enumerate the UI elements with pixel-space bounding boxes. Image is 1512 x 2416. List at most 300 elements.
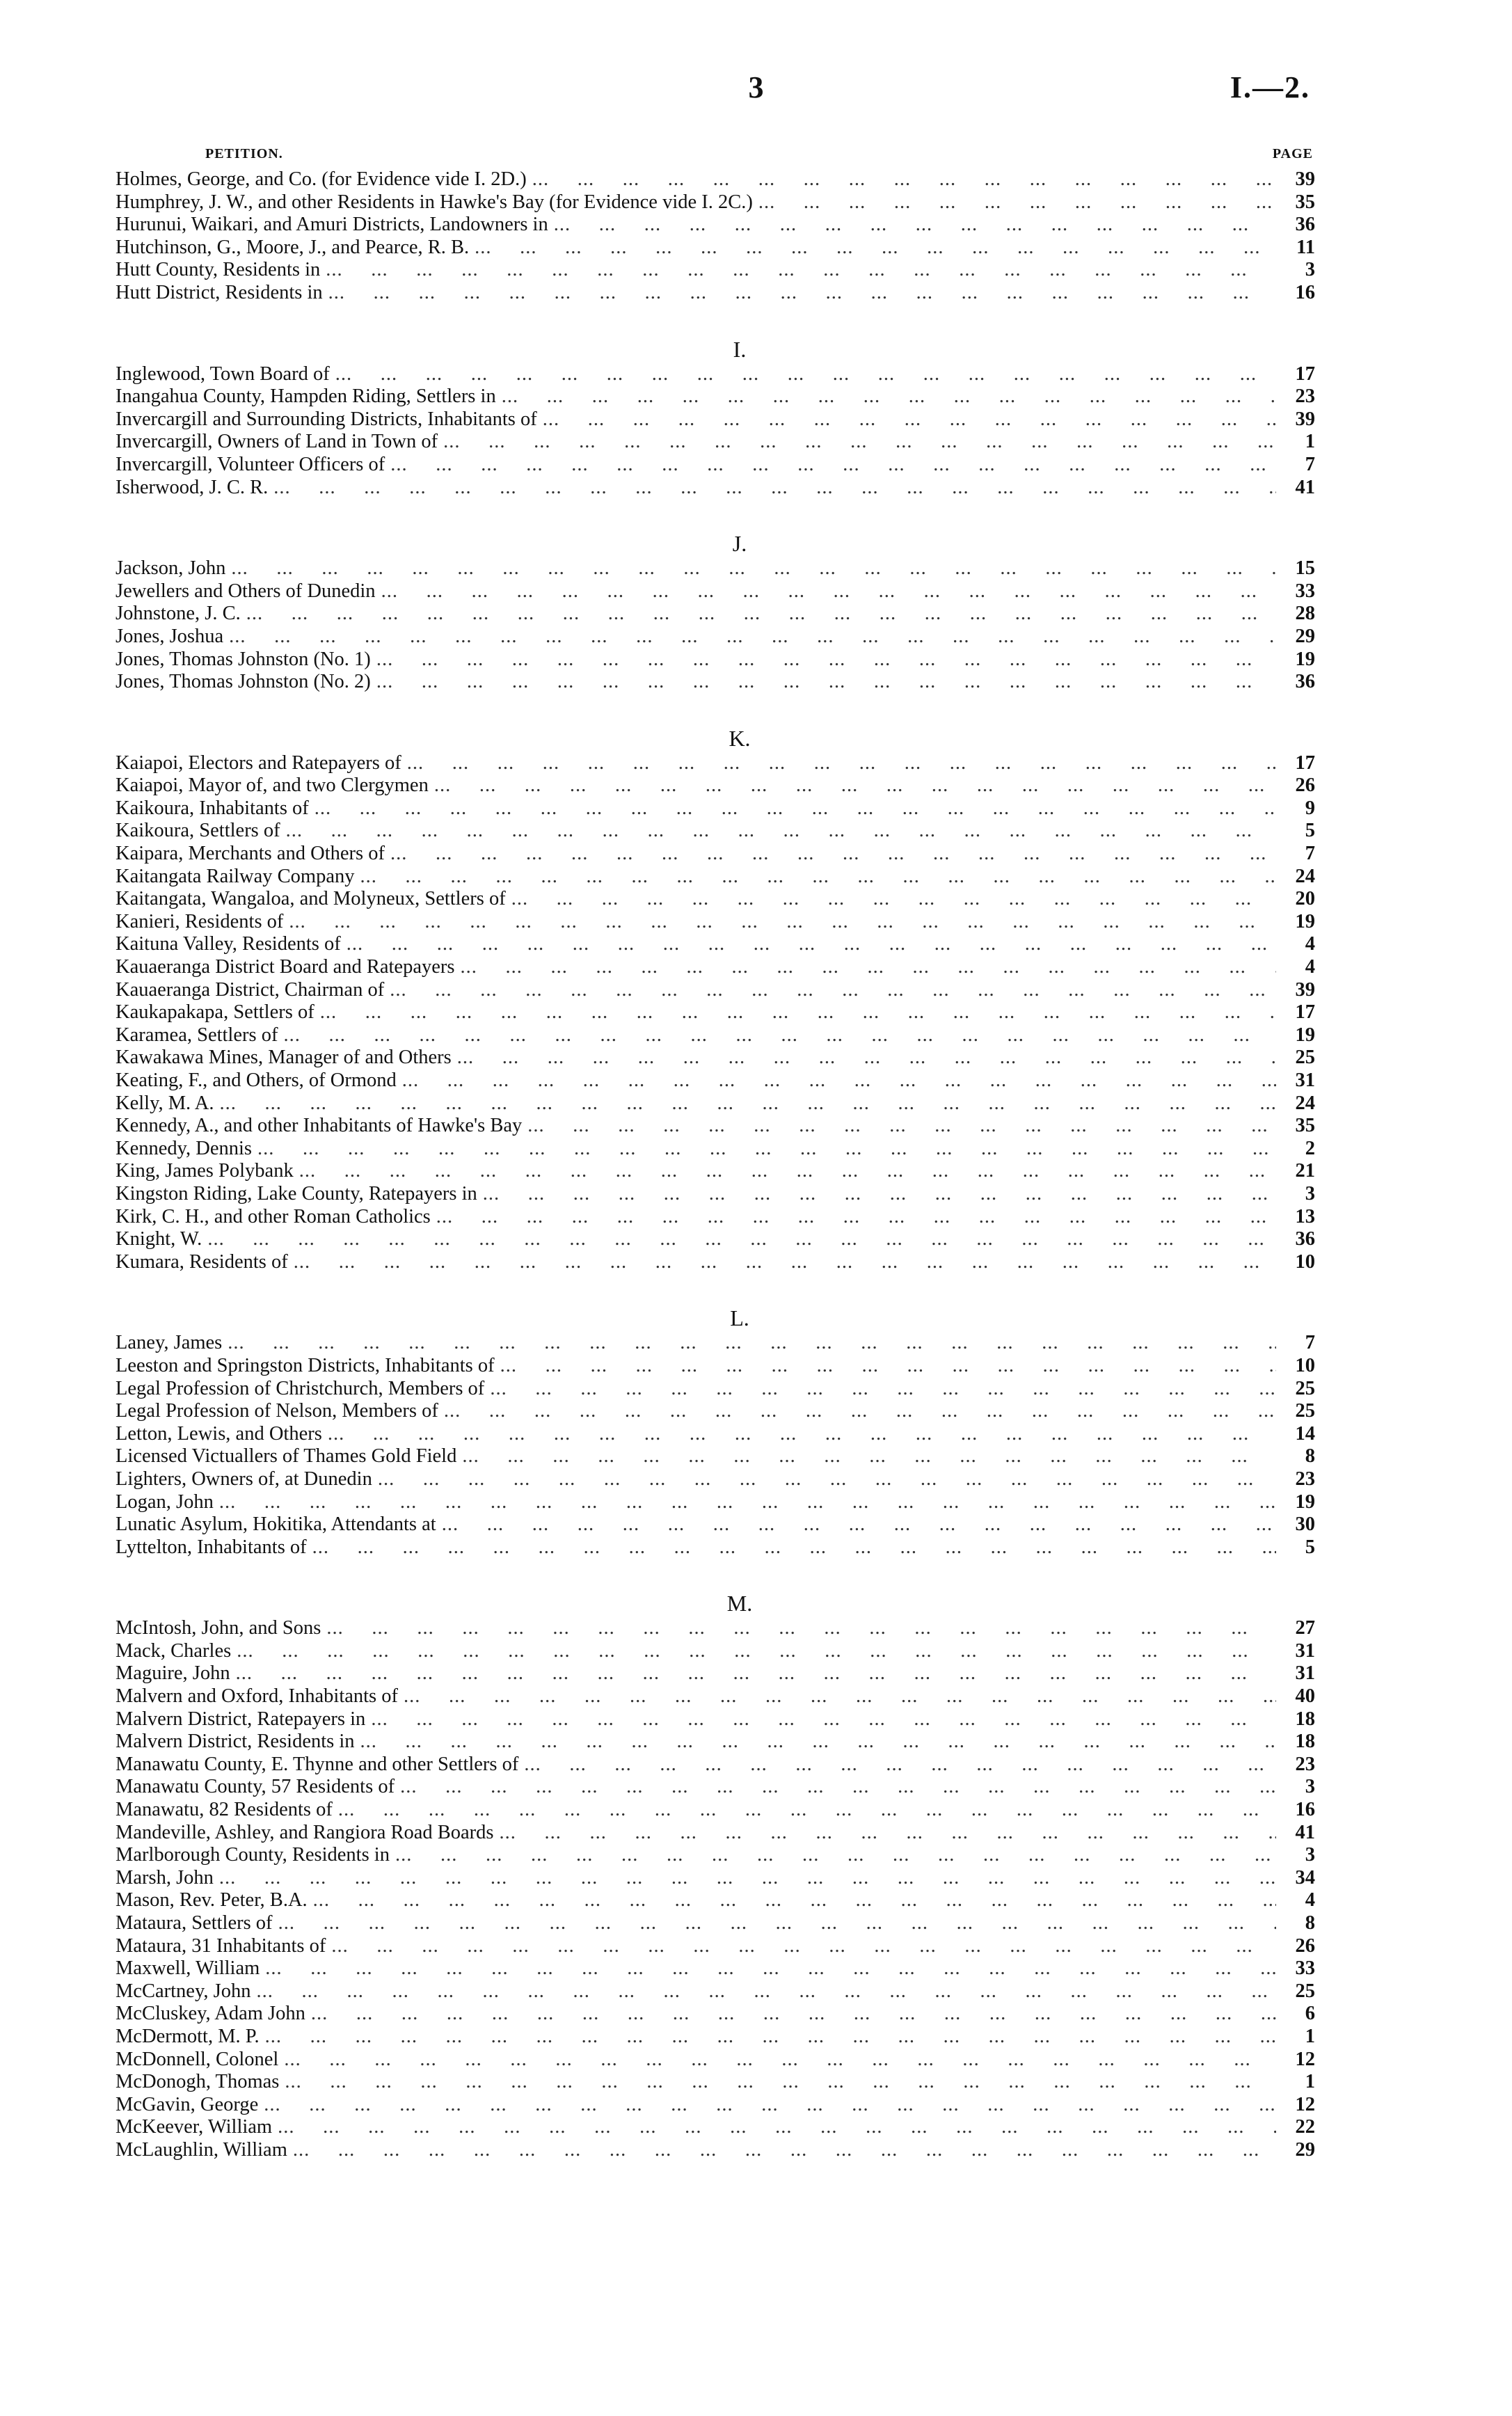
index-entry bbox=[116, 1799, 1315, 1822]
page-reference: 10 bbox=[1295, 1250, 1315, 1273]
index-entry bbox=[116, 1935, 1315, 1958]
index-entry bbox=[116, 1617, 1315, 1640]
page-reference: 7 bbox=[1305, 1332, 1315, 1354]
petition-name: Hurunui, Waikari, and Amuri Districts, Landowners in bbox=[116, 214, 548, 236]
page-reference: 31 bbox=[1295, 1070, 1315, 1091]
page-reference: 30 bbox=[1295, 1513, 1315, 1536]
page-reference: 39 bbox=[1295, 978, 1315, 1001]
petition-name: Jones, Joshua bbox=[116, 625, 224, 647]
index-entry bbox=[116, 1115, 1315, 1138]
petition-name: Mack, Charles bbox=[116, 1639, 232, 1662]
index-entry bbox=[116, 1001, 1315, 1024]
petition-name: Keating, F., and Others, of Ormond bbox=[116, 1070, 397, 1091]
page-reference: 26 bbox=[1295, 774, 1315, 797]
petition-name: McLaughlin, William bbox=[116, 2138, 287, 2161]
dot-leader bbox=[390, 454, 1276, 477]
index-entry bbox=[116, 237, 1315, 260]
index-entry bbox=[116, 363, 1315, 386]
index-entry bbox=[116, 1445, 1315, 1468]
petition-index bbox=[116, 168, 1315, 2162]
index-entry bbox=[116, 979, 1315, 1002]
petition-name: Invercargill and Surrounding Districts, Inhabitants of bbox=[116, 408, 537, 430]
index-entry bbox=[116, 2003, 1315, 2026]
page-reference: 19 bbox=[1295, 648, 1315, 670]
petition-name: Mandeville, Ashley, and Rangiora Road Boards bbox=[116, 1821, 494, 1843]
petition-name: Marsh, John bbox=[116, 1866, 214, 1889]
petition-name: Kelly, M. A. bbox=[116, 1092, 214, 1114]
page-reference: 23 bbox=[1295, 1468, 1315, 1490]
index-entry bbox=[116, 408, 1315, 431]
dot-leader bbox=[285, 2071, 1276, 2094]
petition-name: Kumara, Residents of bbox=[116, 1250, 288, 1273]
dot-leader bbox=[338, 1799, 1276, 1822]
dot-leader bbox=[360, 866, 1277, 889]
section-letter: M. bbox=[726, 1591, 753, 1616]
page-reference: 27 bbox=[1295, 1617, 1315, 1639]
petition-name: Holmes, George, and Co. (for Evidence vide I. 2D.) bbox=[116, 168, 527, 190]
index-entry bbox=[116, 1332, 1315, 1355]
index-entry bbox=[116, 626, 1315, 649]
petition-name: Hutt County, Residents in bbox=[116, 259, 321, 281]
petition-name: Lighters, Owners of, at Dunedin bbox=[116, 1468, 372, 1490]
page-reference: 15 bbox=[1295, 557, 1315, 580]
petition-name: Kaikoura, Inhabitants of bbox=[116, 797, 309, 819]
petition-name: McDonogh, Thomas bbox=[116, 2071, 280, 2093]
page-reference: 24 bbox=[1295, 1092, 1315, 1114]
petition-name: Kaukapakapa, Settlers of bbox=[116, 1001, 315, 1024]
index-entry bbox=[116, 1822, 1315, 1845]
index-entry bbox=[116, 2116, 1315, 2139]
page-reference: 7 bbox=[1305, 453, 1315, 475]
page-reference: 25 bbox=[1295, 1047, 1315, 1069]
page-reference: 36 bbox=[1295, 671, 1315, 693]
page-reference: 4 bbox=[1305, 933, 1315, 955]
dot-leader bbox=[532, 168, 1276, 191]
dot-leader bbox=[236, 1662, 1276, 1685]
page-reference: 3 bbox=[1305, 1844, 1315, 1866]
index-entry bbox=[116, 259, 1315, 282]
dot-leader bbox=[286, 820, 1276, 843]
index-entry bbox=[116, 1138, 1315, 1161]
dot-leader bbox=[312, 1536, 1276, 1559]
petition-name: McCartney, John bbox=[116, 1980, 251, 2002]
index-entry bbox=[116, 168, 1315, 191]
page-reference: 6 bbox=[1305, 2003, 1315, 2025]
page-reference: 34 bbox=[1295, 1866, 1315, 1889]
petition-name: Laney, James bbox=[116, 1332, 223, 1354]
index-entry bbox=[116, 2139, 1315, 2162]
index-entry bbox=[116, 557, 1315, 580]
petition-name: Logan, John bbox=[116, 1491, 214, 1513]
petition-name: Mataura, Settlers of bbox=[116, 1912, 273, 1934]
dot-leader bbox=[246, 603, 1276, 626]
index-entry bbox=[116, 386, 1315, 408]
petition-name: McDonnell, Colonel bbox=[116, 2048, 279, 2070]
page-reference: 26 bbox=[1295, 1934, 1315, 1957]
page-reference: 20 bbox=[1295, 888, 1315, 910]
dot-leader bbox=[326, 259, 1276, 282]
page-reference: 41 bbox=[1295, 476, 1315, 498]
page-reference: 3 bbox=[1305, 1182, 1315, 1205]
petition-name: McKeever, William bbox=[116, 2116, 273, 2138]
index-entry bbox=[116, 1844, 1315, 1867]
dot-leader bbox=[511, 888, 1276, 911]
dot-leader bbox=[299, 1160, 1276, 1183]
index-entry bbox=[116, 888, 1315, 911]
petition-name: Kaikoura, Settlers of bbox=[116, 820, 280, 842]
index-entry bbox=[116, 1423, 1315, 1446]
page-reference: 1 bbox=[1305, 431, 1315, 453]
page-reference: 19 bbox=[1295, 1024, 1315, 1046]
page-reference: 8 bbox=[1305, 1445, 1315, 1468]
petition-name: Maguire, John bbox=[116, 1662, 230, 1685]
dot-leader bbox=[229, 626, 1276, 649]
index-entry bbox=[116, 2094, 1315, 2117]
dot-leader bbox=[404, 1685, 1276, 1708]
section-letter: J. bbox=[732, 531, 747, 557]
page-reference: 29 bbox=[1295, 2138, 1315, 2161]
dot-leader bbox=[284, 2049, 1276, 2072]
dot-leader bbox=[313, 1889, 1276, 1912]
index-entry bbox=[116, 843, 1315, 866]
petition-name: Manawatu County, E. Thynne and other Settlers of bbox=[116, 1753, 519, 1775]
index-entry bbox=[116, 191, 1315, 214]
petition-name: Kennedy, A., and other Inhabitants of Hawke's Bay bbox=[116, 1115, 523, 1137]
petition-name: Legal Profession of Christchurch, Members of bbox=[116, 1377, 485, 1399]
dot-leader bbox=[237, 1640, 1276, 1663]
page-reference: 1 bbox=[1305, 2025, 1315, 2047]
dot-leader bbox=[402, 1070, 1276, 1092]
petition-name: Kingston Riding, Lake County, Ratepayers in bbox=[116, 1182, 477, 1205]
dot-leader bbox=[219, 1491, 1276, 1514]
page-reference: 4 bbox=[1305, 956, 1315, 978]
dot-leader bbox=[490, 1378, 1276, 1401]
page-reference: 18 bbox=[1295, 1731, 1315, 1753]
index-entry bbox=[116, 820, 1315, 843]
index-entry bbox=[116, 214, 1315, 237]
dot-leader bbox=[524, 1754, 1276, 1777]
dot-leader bbox=[443, 431, 1276, 454]
petition-name: Invercargill, Volunteer Officers of bbox=[116, 453, 385, 475]
page-reference: 13 bbox=[1295, 1205, 1315, 1227]
dot-leader bbox=[376, 671, 1276, 694]
petition-name: Johnstone, J. C. bbox=[116, 603, 241, 625]
dot-leader bbox=[543, 408, 1276, 431]
dot-leader bbox=[335, 363, 1276, 386]
dot-leader bbox=[460, 956, 1276, 979]
dot-leader bbox=[328, 1423, 1276, 1446]
petition-name: Inglewood, Town Board of bbox=[116, 363, 330, 385]
page-reference: 31 bbox=[1295, 1662, 1315, 1685]
paper-reference: I.—2. bbox=[1230, 70, 1310, 104]
petition-column-heading: PETITION. bbox=[205, 146, 283, 161]
petition-name: Letton, Lewis, and Others bbox=[116, 1422, 322, 1445]
index-entry bbox=[116, 603, 1315, 626]
petition-name: Legal Profession of Nelson, Members of bbox=[116, 1400, 438, 1422]
index-entry bbox=[116, 671, 1315, 694]
index-entry bbox=[116, 1378, 1315, 1401]
index-entry bbox=[116, 797, 1315, 820]
index-entry bbox=[116, 580, 1315, 603]
petition-name: Kennedy, Dennis bbox=[116, 1137, 253, 1159]
page-reference: 24 bbox=[1295, 865, 1315, 887]
page-reference: 5 bbox=[1305, 1536, 1315, 1558]
index-entry bbox=[116, 649, 1315, 671]
page-reference: 11 bbox=[1296, 236, 1315, 258]
petition-name: Kauaeranga District Board and Ratepayers bbox=[116, 956, 455, 978]
petition-name: Kaitangata Railway Company bbox=[116, 865, 355, 887]
page-reference: 17 bbox=[1295, 1001, 1315, 1024]
page-reference: 12 bbox=[1295, 2048, 1315, 2070]
dot-leader bbox=[434, 774, 1276, 797]
petition-name: McDermott, M. P. bbox=[116, 2025, 260, 2047]
page-reference: 21 bbox=[1295, 1160, 1315, 1182]
dot-leader bbox=[444, 1400, 1276, 1423]
index-entry bbox=[116, 2049, 1315, 2072]
petition-name: Malvern District, Residents in bbox=[116, 1731, 355, 1753]
index-entry bbox=[116, 1776, 1315, 1799]
index-entry bbox=[116, 1685, 1315, 1708]
index-entry bbox=[116, 1754, 1315, 1777]
index-entry bbox=[116, 1160, 1315, 1183]
index-entry bbox=[116, 1047, 1315, 1070]
index-entry bbox=[116, 752, 1315, 775]
index-entry bbox=[116, 956, 1315, 979]
dot-leader bbox=[500, 1355, 1276, 1378]
page-reference: 5 bbox=[1305, 820, 1315, 842]
index-entry bbox=[116, 1183, 1315, 1206]
page-reference: 22 bbox=[1295, 2116, 1315, 2138]
petition-name: Hutchinson, G., Moore, J., and Pearce, R. B. bbox=[116, 236, 470, 258]
index-entry bbox=[116, 454, 1315, 477]
dot-leader bbox=[381, 580, 1276, 603]
dot-leader bbox=[228, 1332, 1276, 1355]
dot-leader bbox=[500, 1822, 1276, 1845]
index-entry bbox=[116, 1889, 1315, 1912]
petition-name: Kaiapoi, Electors and Ratepayers of bbox=[116, 752, 401, 774]
page-reference: 39 bbox=[1295, 168, 1315, 190]
dot-leader bbox=[294, 1251, 1276, 1274]
page-reference: 33 bbox=[1295, 580, 1315, 602]
page-reference: 36 bbox=[1295, 1228, 1315, 1250]
petition-name: Lunatic Asylum, Hokitika, Attendants at bbox=[116, 1513, 436, 1536]
dot-leader bbox=[390, 843, 1276, 866]
petition-name: King, James Polybank bbox=[116, 1160, 294, 1182]
index-entry bbox=[116, 1912, 1315, 1935]
section-letter: I. bbox=[733, 336, 747, 362]
index-entry bbox=[116, 1867, 1315, 1890]
index-entry bbox=[116, 1536, 1315, 1559]
index-entry bbox=[116, 1957, 1315, 1980]
petition-name: McCluskey, Adam John bbox=[116, 2003, 305, 2025]
dot-leader bbox=[407, 752, 1276, 775]
page-reference: 25 bbox=[1295, 1377, 1315, 1399]
dot-leader bbox=[289, 911, 1276, 934]
page-reference: 8 bbox=[1305, 1912, 1315, 1934]
petition-name: Inangahua County, Hampden Riding, Settlers in bbox=[116, 386, 496, 408]
dot-leader bbox=[400, 1776, 1276, 1799]
dot-leader bbox=[554, 214, 1276, 237]
petition-name: Jackson, John bbox=[116, 557, 226, 580]
page-reference: 3 bbox=[1305, 1776, 1315, 1798]
petition-name: Maxwell, William bbox=[116, 1957, 260, 1980]
section-letter: K. bbox=[729, 725, 751, 751]
dot-leader bbox=[219, 1867, 1276, 1890]
dot-leader bbox=[442, 1513, 1276, 1536]
index-entry bbox=[116, 774, 1315, 797]
dot-leader bbox=[311, 2003, 1276, 2026]
dot-leader bbox=[278, 2116, 1276, 2139]
dot-leader bbox=[457, 1047, 1276, 1070]
dot-leader bbox=[462, 1445, 1276, 1468]
dot-leader bbox=[502, 386, 1276, 408]
page-reference: 4 bbox=[1305, 1889, 1315, 1912]
page-reference: 17 bbox=[1295, 752, 1315, 774]
index-entry bbox=[116, 933, 1315, 956]
index-entry bbox=[116, 1092, 1315, 1115]
index-entry bbox=[116, 1468, 1315, 1491]
page-reference: 23 bbox=[1295, 1753, 1315, 1775]
petition-name: McGavin, George bbox=[116, 2093, 259, 2115]
petition-name: Kauaeranga District, Chairman of bbox=[116, 978, 385, 1001]
petition-name: Marlborough County, Residents in bbox=[116, 1844, 390, 1866]
petition-name: Knight, W. bbox=[116, 1228, 202, 1250]
dot-leader bbox=[293, 2139, 1276, 2162]
index-entry bbox=[116, 1731, 1315, 1754]
page-reference: 9 bbox=[1305, 797, 1315, 819]
petition-name: Kaipara, Merchants and Others of bbox=[116, 843, 385, 865]
index-entry bbox=[116, 2071, 1315, 2094]
petition-name: Karamea, Settlers of bbox=[116, 1024, 278, 1046]
dot-leader bbox=[326, 1617, 1276, 1640]
index-entry bbox=[116, 477, 1315, 500]
dot-leader bbox=[527, 1115, 1276, 1138]
index-entry bbox=[116, 431, 1315, 454]
petition-name: Manawatu, 82 Residents of bbox=[116, 1799, 333, 1821]
petition-name: Malvern District, Ratepayers in bbox=[116, 1708, 366, 1730]
page-reference: 10 bbox=[1295, 1354, 1315, 1376]
dot-leader bbox=[273, 477, 1276, 500]
petition-name: Kaituna Valley, Residents of bbox=[116, 933, 341, 955]
dot-leader bbox=[283, 1024, 1276, 1047]
page-reference: 1 bbox=[1305, 2071, 1315, 2093]
dot-leader bbox=[257, 1138, 1276, 1161]
dot-leader bbox=[256, 1980, 1276, 2003]
page-reference: 17 bbox=[1295, 363, 1315, 385]
page-reference: 25 bbox=[1295, 1400, 1315, 1422]
petition-name: Jones, Thomas Johnston (No. 2) bbox=[116, 671, 371, 693]
page-number: 3 bbox=[748, 70, 764, 104]
index-entry bbox=[116, 1206, 1315, 1229]
dot-leader bbox=[376, 649, 1276, 671]
page-reference: 36 bbox=[1295, 214, 1315, 236]
page-reference: 16 bbox=[1295, 1799, 1315, 1821]
petition-name: Jewellers and Others of Dunedin bbox=[116, 580, 376, 602]
page-reference: 28 bbox=[1295, 603, 1315, 625]
petition-name: McIntosh, John, and Sons bbox=[116, 1617, 321, 1639]
petition-name: Kanieri, Residents of bbox=[116, 910, 284, 932]
dot-leader bbox=[219, 1092, 1276, 1115]
dot-leader bbox=[265, 1957, 1276, 1980]
dot-leader bbox=[331, 1935, 1276, 1958]
page-reference: 39 bbox=[1295, 408, 1315, 430]
page-reference: 19 bbox=[1295, 1491, 1315, 1513]
petition-name: Humphrey, J. W., and other Residents in Hawke's Bay (for Evidence vide I. 2C.) bbox=[116, 191, 753, 213]
index-entry bbox=[116, 1640, 1315, 1663]
index-entry bbox=[116, 1980, 1315, 2003]
dot-leader bbox=[265, 2026, 1276, 2049]
index-entry bbox=[116, 1400, 1315, 1423]
petition-name: Licensed Victuallers of Thames Gold Field bbox=[116, 1445, 457, 1468]
index-entry bbox=[116, 1708, 1315, 1731]
page-reference: 35 bbox=[1295, 191, 1315, 213]
dot-leader bbox=[315, 797, 1276, 820]
page-reference: 35 bbox=[1295, 1115, 1315, 1137]
petition-name: Mataura, 31 Inhabitants of bbox=[116, 1934, 326, 1957]
petition-name: Invercargill, Owners of Land in Town of bbox=[116, 431, 438, 453]
petition-name: Kaitangata, Wangaloa, and Molyneux, Settlers of bbox=[116, 888, 506, 910]
dot-leader bbox=[378, 1468, 1276, 1491]
dot-leader bbox=[360, 1731, 1276, 1754]
petition-name: Isherwood, J. C. R. bbox=[116, 476, 269, 498]
petition-name: Kirk, C. H., and other Roman Catholics bbox=[116, 1205, 431, 1227]
dot-leader bbox=[475, 237, 1276, 260]
petition-name: Leeston and Springston Districts, Inhabitants of bbox=[116, 1354, 495, 1376]
index-entry bbox=[116, 1355, 1315, 1378]
page-reference: 31 bbox=[1295, 1639, 1315, 1662]
petition-name: Hutt District, Residents in bbox=[116, 281, 323, 303]
page-reference: 25 bbox=[1295, 1980, 1315, 2002]
dot-leader bbox=[278, 1912, 1276, 1935]
index-entry bbox=[116, 2026, 1315, 2049]
index-entry bbox=[116, 1513, 1315, 1536]
index-entry bbox=[116, 866, 1315, 889]
page-column-heading: PAGE bbox=[1272, 146, 1313, 161]
dot-leader bbox=[371, 1708, 1276, 1731]
dot-leader bbox=[395, 1844, 1276, 1867]
dot-leader bbox=[231, 557, 1276, 580]
page-reference: 3 bbox=[1305, 259, 1315, 281]
dot-leader bbox=[328, 282, 1276, 305]
page-reference: 41 bbox=[1295, 1821, 1315, 1843]
petition-name: Kaiapoi, Mayor of, and two Clergymen bbox=[116, 774, 429, 797]
page-reference: 23 bbox=[1295, 386, 1315, 408]
page-reference: 2 bbox=[1305, 1137, 1315, 1159]
petition-name: Malvern and Oxford, Inhabitants of bbox=[116, 1685, 399, 1708]
page-reference: 14 bbox=[1295, 1422, 1315, 1445]
page-reference: 19 bbox=[1295, 910, 1315, 932]
dot-leader bbox=[758, 191, 1276, 214]
page-reference: 33 bbox=[1295, 1957, 1315, 1980]
dot-leader bbox=[483, 1183, 1276, 1206]
index-entry bbox=[116, 1024, 1315, 1047]
page-reference: 16 bbox=[1295, 281, 1315, 303]
section-letter: L. bbox=[730, 1305, 749, 1331]
page-reference: 7 bbox=[1305, 843, 1315, 865]
dot-leader bbox=[436, 1206, 1276, 1229]
index-entry bbox=[116, 1662, 1315, 1685]
page-reference: 29 bbox=[1295, 625, 1315, 647]
page-reference: 12 bbox=[1295, 2093, 1315, 2115]
index-entry bbox=[116, 1228, 1315, 1251]
index-entry bbox=[116, 1070, 1315, 1092]
page-reference: 40 bbox=[1295, 1685, 1315, 1708]
petition-name: Mason, Rev. Peter, B.A. bbox=[116, 1889, 308, 1912]
dot-leader bbox=[320, 1001, 1276, 1024]
dot-leader bbox=[207, 1228, 1276, 1251]
petition-name: Jones, Thomas Johnston (No. 1) bbox=[116, 648, 371, 670]
index-entry bbox=[116, 1491, 1315, 1514]
